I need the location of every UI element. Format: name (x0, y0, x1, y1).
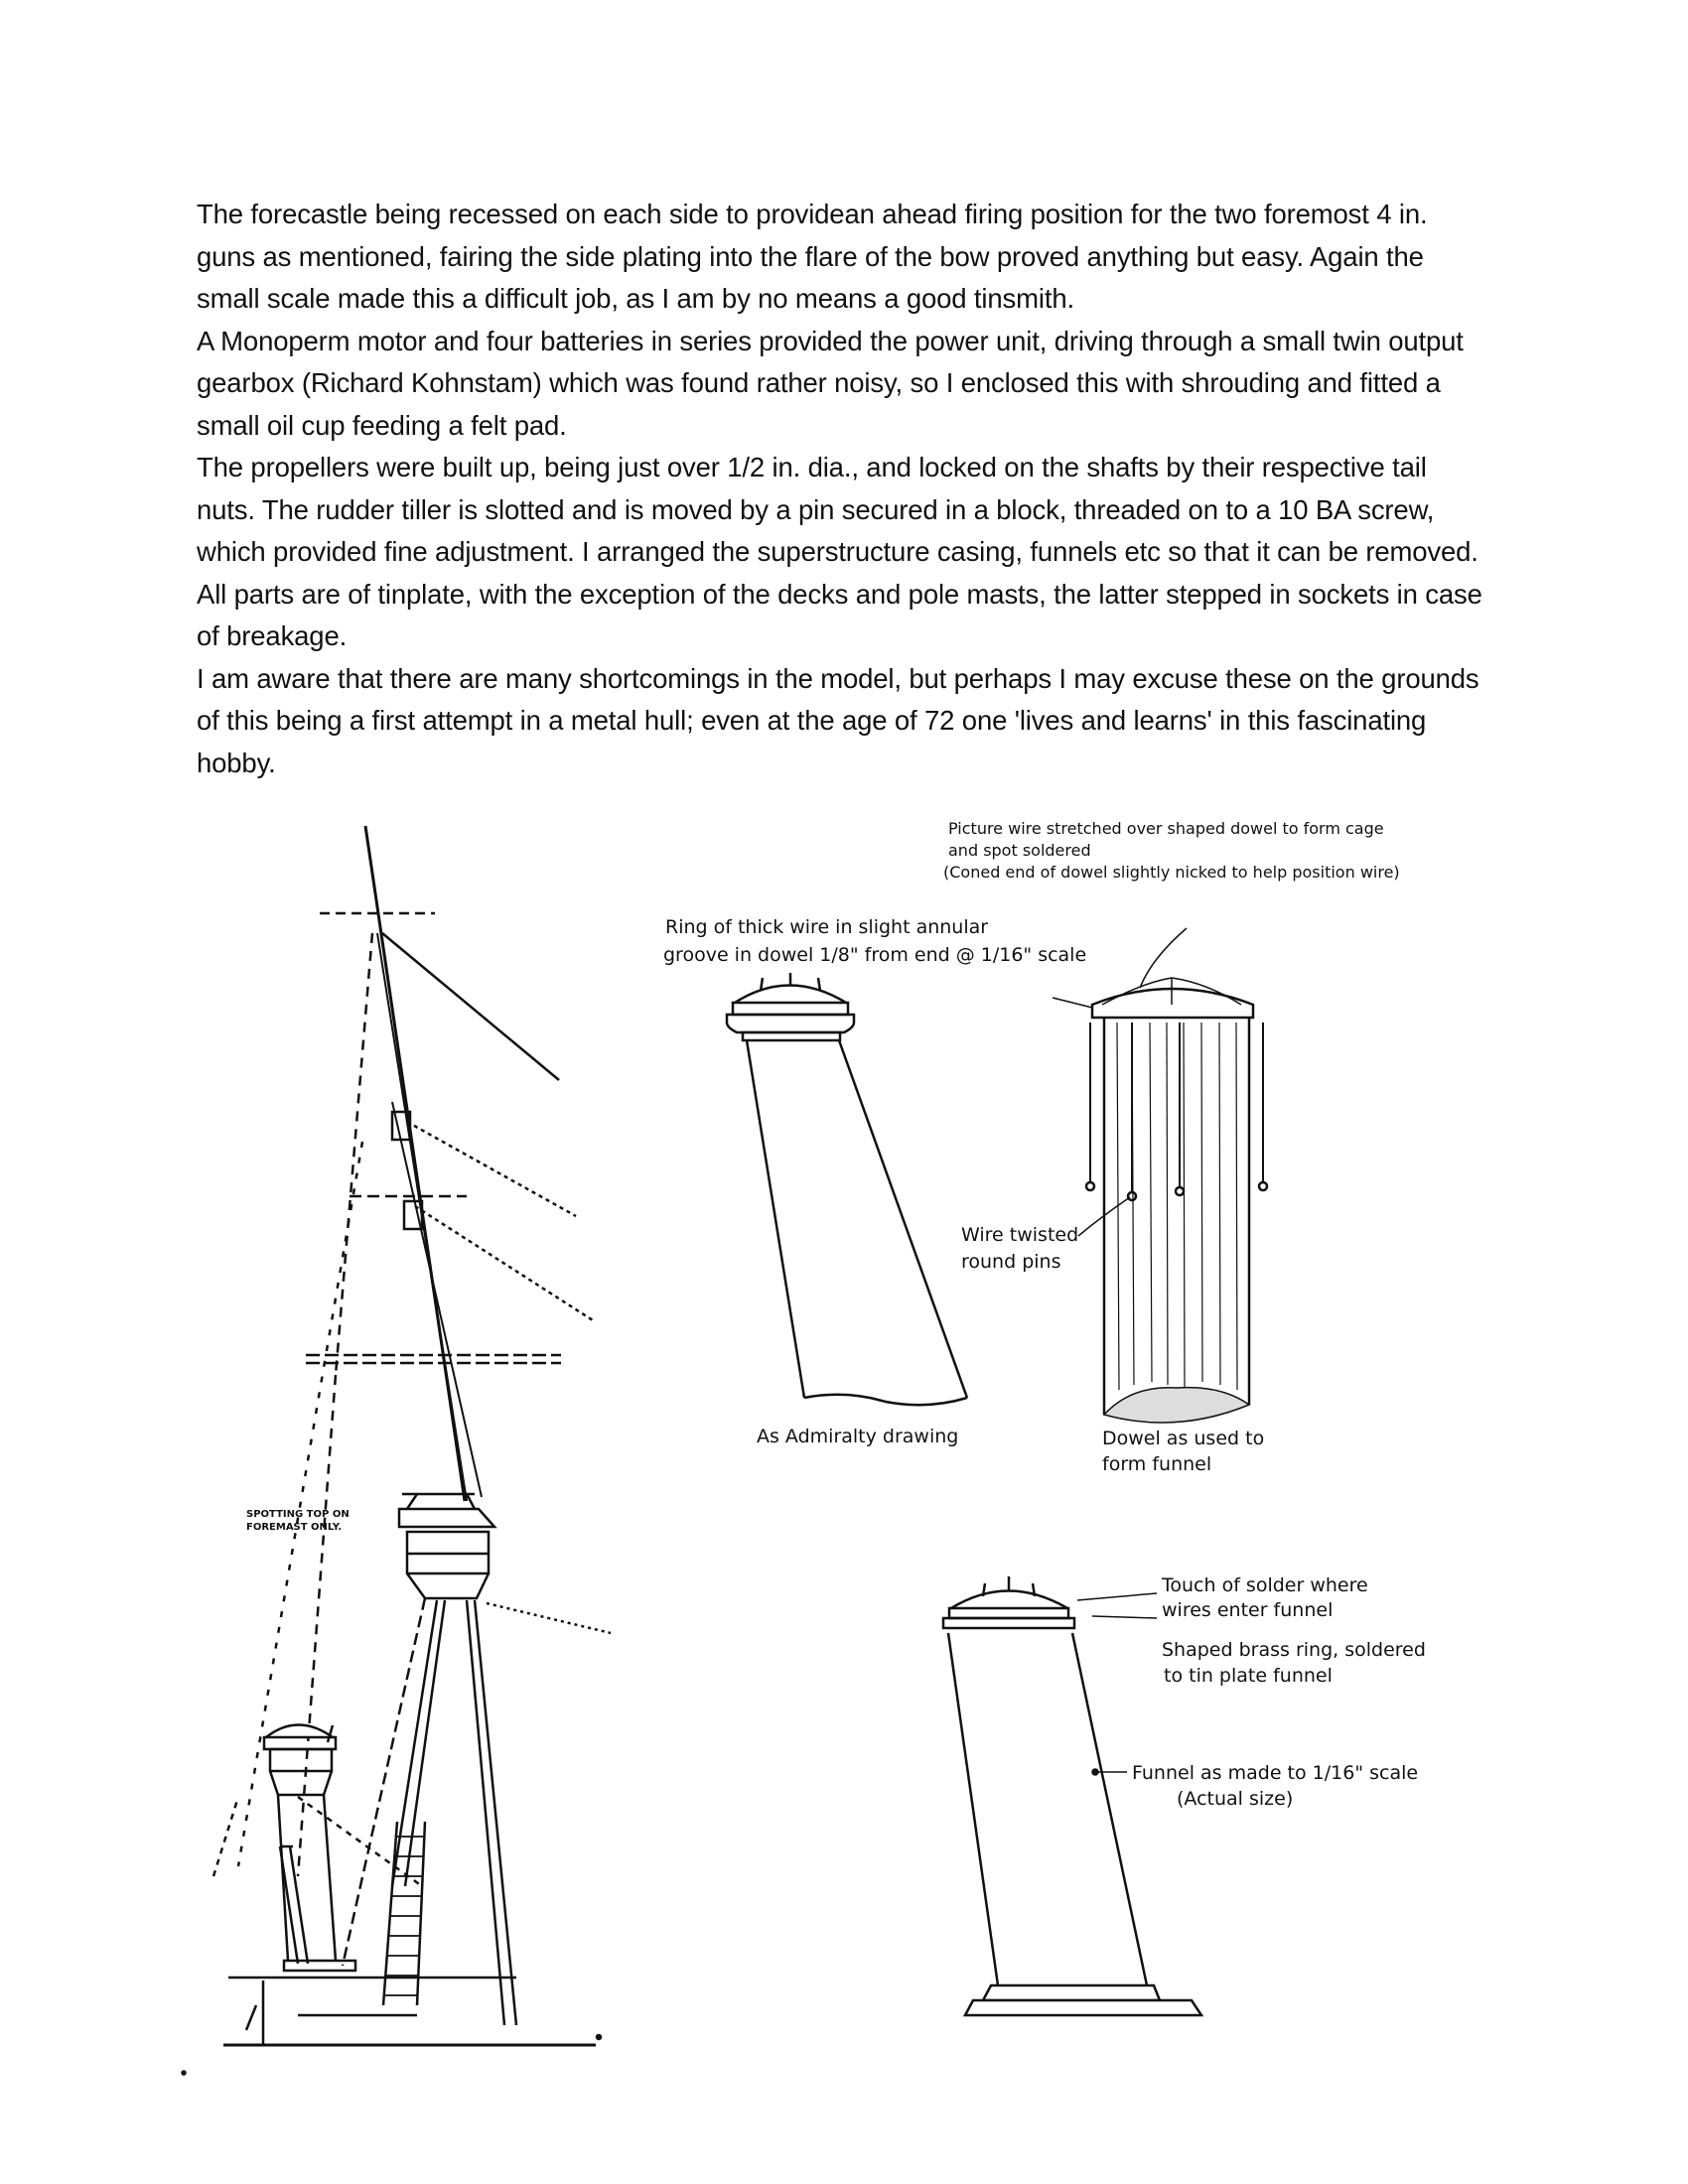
label-dowel-2: form funnel (1102, 1453, 1212, 1475)
paragraph: The forecastle being recessed on each side to providean ahead firing position for the two foremost 4 in. guns as mentioned, fairing the side plating into the flare of the bow proved anything but easy. Again the small scale made this a difficult job, as I am by no means a good tinsmith. (197, 199, 1428, 314)
label-picture-wire-3: (Coned end of dowel slightly nicked to help position wire) (943, 863, 1400, 882)
label-ring-2: groove in dowel 1/8" from end @ 1/16" scale (663, 944, 1087, 966)
dowel-cage-drawing (1053, 928, 1267, 1423)
label-spotting-1: SPOTTING TOP ON (246, 1509, 350, 1520)
label-touch-solder-1: Touch of solder where (1162, 1574, 1368, 1596)
label-brass-ring-1: Shaped brass ring, soldered (1162, 1639, 1426, 1661)
paragraph: I am aware that there are many shortcomings in the model, but perhaps I may excuse these on the grounds of this being a first attempt in a metal hull; even at the age of 72 one 'lives and learns' in this fascinating hobby. (197, 662, 1479, 778)
label-spotting-2: FOREMAST ONLY. (246, 1522, 343, 1533)
label-picture-wire-1: Picture wire stretched over shaped dowel to form cage (948, 819, 1384, 838)
funnel-admiralty-drawing (727, 973, 967, 1405)
paragraph: The propellers were built up, being just over 1/2 in. dia., and locked on the shafts by their respective tail nuts. The rudder tiller is slotted and is moved by a pin secured in a block, threaded on to a 10 BA screw, which provided fine adjustment. I arranged the superstructure casing, funnels etc so that it can be removed. All parts are of tinplate, with the exception of the decks and pole masts, the latter stepped in sockets in case of breakage. (197, 452, 1482, 651)
label-touch-solder-2: wires enter funnel (1162, 1599, 1334, 1621)
label-brass-ring-2: to tin plate funnel (1164, 1665, 1333, 1687)
label-wire-twisted-2: round pins (961, 1251, 1061, 1273)
label-dowel-1: Dowel as used to (1102, 1428, 1265, 1449)
paragraph: A Monoperm motor and four batteries in series provided the power unit, driving through a small twin output gearbox (Richard Kohnstam) which was found rather noisy, so I enclosed this with shrouding and fitted a small oil cup feeding a felt pad. (197, 325, 1464, 441)
label-ring-1: Ring of thick wire in slight annular (665, 916, 989, 938)
label-picture-wire-2: and spot soldered (948, 841, 1091, 860)
label-funnel-made-2: (Actual size) (1177, 1788, 1294, 1810)
mast-drawing (183, 826, 612, 2075)
label-as-admiralty: As Admiralty drawing (757, 1426, 959, 1447)
label-wire-twisted-1: Wire twisted (961, 1224, 1079, 1246)
label-funnel-made-1: Funnel as made to 1/16" scale (1132, 1762, 1419, 1784)
